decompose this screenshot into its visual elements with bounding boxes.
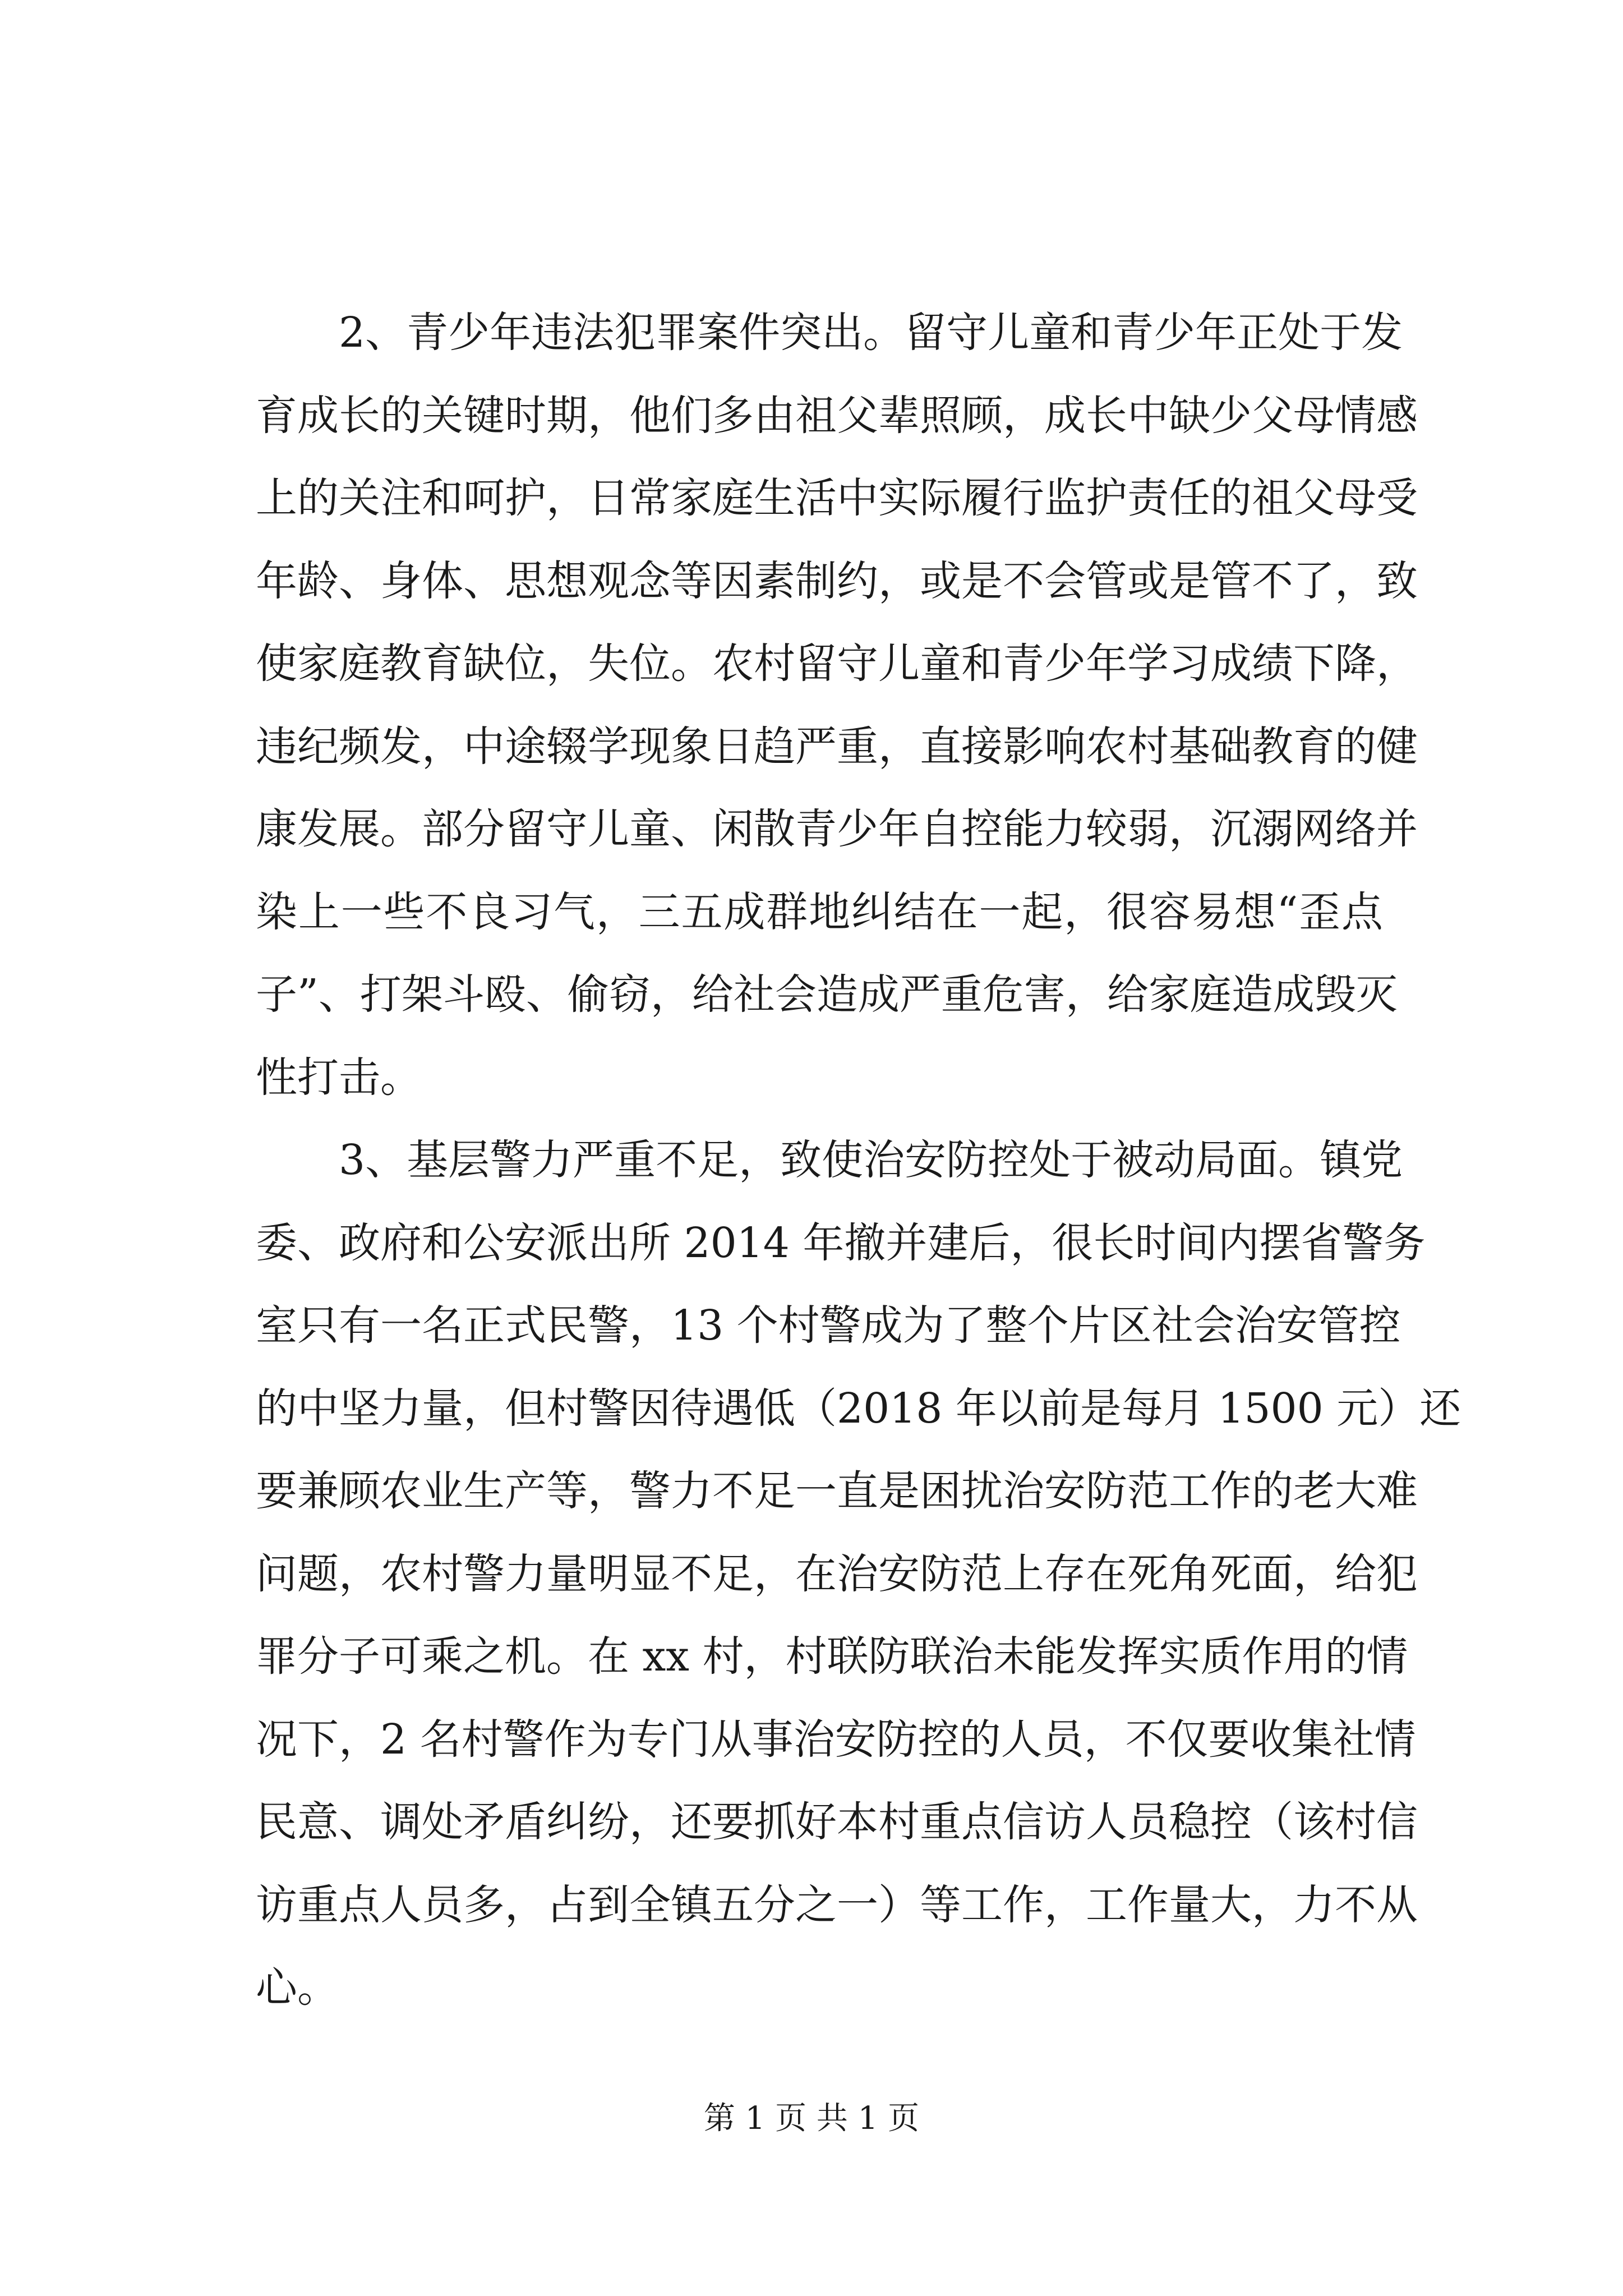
paragraph-line: 3、基层警力严重不足，致使治安防控处于被动局面。镇党 [339,1136,1403,1184]
paragraph-line: 室只有一名正式民警，13 个村警成为了整个片区社会治安管控 [256,1301,1401,1350]
paragraph-line: 的中坚力量，但村警因待遇低（2018 年以前是每月 1500 元）还 [256,1384,1461,1433]
paragraph-line: 使家庭教育缺位，失位。农村留守儿童和青少年学习成绩下降， [256,639,1418,688]
paragraph-line: 民意、调处矛盾纠纷，还要抓好本村重点信访人员稳控（该村信 [256,1798,1418,1846]
paragraph-line: 况下，2 名村警作为专门从事治安防控的人员，不仅要收集社情 [256,1715,1416,1764]
paragraph-line: 委、政府和公安派出所 2014 年撤并建后，很长时间内摆省警务 [256,1218,1426,1267]
paragraph-line: 2、青少年违法犯罪案件突出。留守儿童和青少年正处于发 [339,309,1403,357]
paragraph-line: 问题，农村警力量明显不足，在治安防范上存在死角死面，给犯 [256,1549,1418,1598]
paragraph-line: 育成长的关键时期，他们多由祖父辈照顾，成长中缺少父母情感 [256,391,1418,440]
paragraph-line: 染上一些不良习气，三五成群地纠结在一起，很容易想“歪点 [256,887,1383,936]
paragraph-line: 康发展。部分留守儿童、闲散青少年自控能力较弱，沉溺网络并 [256,805,1418,853]
paragraph-line: 心。 [256,1963,339,2012]
document-body [256,292,1461,2030]
paragraph-line: 违纪频发，中途辍学现象日趋严重，直接影响农村基础教育的健 [256,722,1418,771]
paragraph-line: 要兼顾农业生产等，警力不足一直是困扰治安防范工作的老大难 [256,1467,1418,1515]
paragraph-line: 上的关注和呵护，日常家庭生活中实际履行监护责任的祖父母受 [256,474,1418,522]
paragraph-line: 罪分子可乘之机。在 xx 村，村联防联治未能发挥实质作用的情 [256,1632,1408,1681]
page-number-footer: 第 1 页 共 1 页 [703,2100,920,2137]
paragraph-line: 年龄、身体、思想观念等因素制约，或是不会管或是管不了，致 [256,556,1418,605]
paragraph-line: 子”、打架斗殴、偷窃，给社会造成严重危害，给家庭造成毁灭 [256,970,1398,1019]
paragraph-line: 访重点人员多，占到全镇五分之一）等工作，工作量大，力不从 [256,1880,1418,1929]
paragraph-line: 性打击。 [256,1053,422,1102]
